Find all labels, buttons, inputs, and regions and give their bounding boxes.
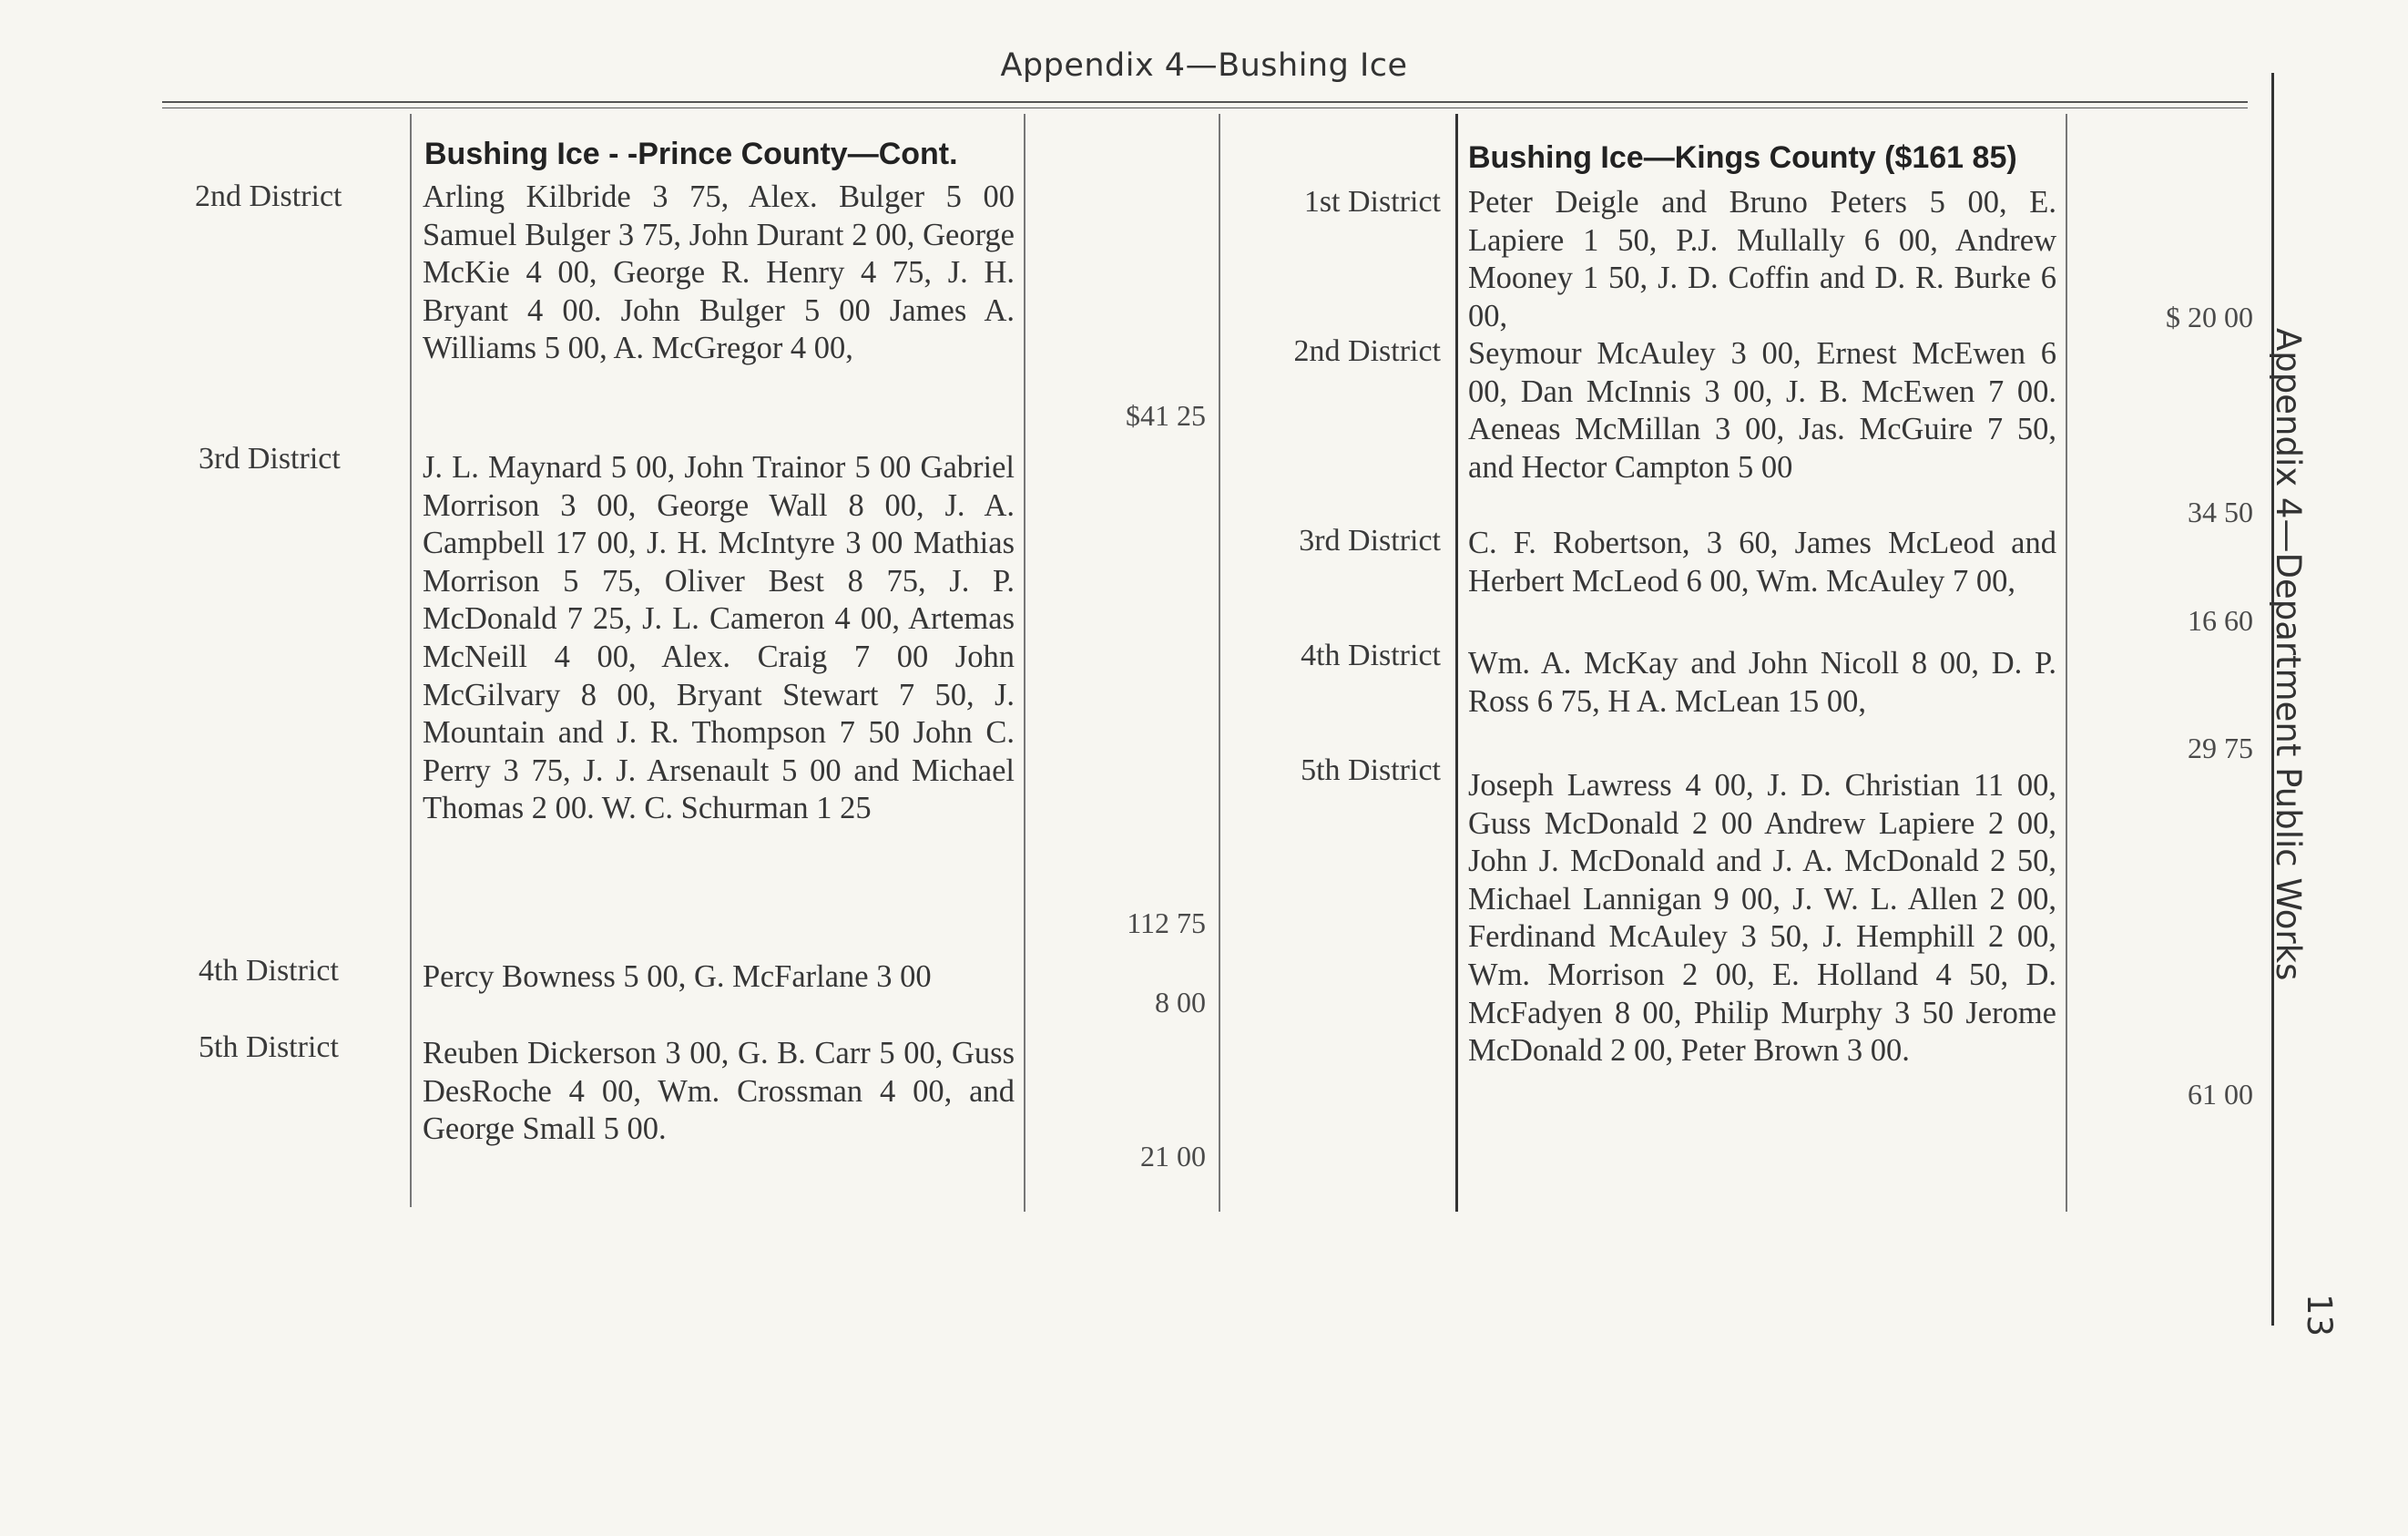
left-district-5th: 5th District (199, 1030, 339, 1064)
left-district-3rd: 3rd District (199, 442, 341, 476)
right-entry-5th-amount: 61 00 (2188, 1078, 2253, 1111)
right-district-4th: 4th District (1301, 639, 1441, 672)
running-head: Appendix 4—Bushing Ice (1000, 47, 1408, 84)
left-entry-4th-text: Percy Bowness 5 00, G. McFarlane 3 00 (423, 959, 932, 994)
right-district-1st: 1st District (1303, 185, 1441, 219)
right-district-3rd: 3rd District (1299, 524, 1441, 558)
right-entry-5th-text: Joseph Lawress 4 00, J. D. Christian 11 00, Guss McDonald 2 00 Andrew Lapiere 2 00, John J. McDonald and J. A. McDonald 2 50, Michael Lannigan 9 00, J. W. L. Allen 2 00, Ferdinand McAuley 3 50, J. Hemphill 2 00, Wm. Morrison 2 00, E. Holland 4 50, D. McFadyen 8 00, Philip Murphy 3 50 Jerome McDonald 2 00, Peter Brown 3 00. (1468, 768, 2056, 1069)
left-district-2nd: 2nd District (195, 179, 342, 213)
right-entry-3rd-amount: 16 60 (2188, 604, 2253, 637)
left-entry-5th-text: Reuben Dickerson 3 00, G. B. Carr 5 00, Guss DesRoche 4 00, Wm. Crossman 4 00, and George Small 5 00. (423, 1036, 1015, 1147)
left-entry-3rd-amount: 112 75 (1127, 906, 1206, 939)
right-entry-4th-text: Wm. A. McKay and John Nicoll 8 00, D. P. Ross 6 75, H A. McLean 15 00, (1468, 646, 2056, 719)
right-district-2nd: 2nd District (1293, 334, 1441, 368)
right-section-title: Bushing Ice—Kings County ($161 85) (1468, 140, 2017, 175)
left-entry-2nd-amount: $41 25 (1126, 399, 1206, 432)
page-number: 13 (2300, 1294, 2339, 1337)
right-district-5th: 5th District (1301, 753, 1441, 787)
column-line-left-text (410, 114, 412, 1207)
header-rule-top (162, 101, 2248, 103)
right-entry-2nd-amount: 34 50 (2188, 496, 2253, 528)
left-entry-2nd-text: Arling Kilbride 3 75, Alex. Bulger 5 00 Samuel Bulger 3 75, John Durant 2 00, George McKie 4 00, George R. Henry 4 75, J. H. Bryant 4 00. John Bulger 5 00 James A. Williams 5 00, A. McGregor 4 00, (423, 179, 1015, 366)
right-entry-3rd-text: C. F. Robertson, 3 60, James McLeod and Herbert McLeod 6 00, Wm. McAuley 7 00, (1468, 526, 2056, 599)
column-line-left-amount (1024, 114, 1025, 1212)
right-entry-4th-amount: 29 75 (2188, 732, 2253, 764)
right-entry-1st-amount: $ 20 00 (2166, 301, 2253, 333)
right-entry-2nd-text: Seymour McAuley 3 00, Ernest McEwen 6 00, Dan McInnis 3 00, J. B. McEwen 7 00. Aeneas McMillan 3 00, Jas. McGuire 7 50, and Hector Campton 5 00 (1468, 336, 2056, 485)
left-entry-3rd-text: J. L. Maynard 5 00, John Trainor 5 00 Gabriel Morrison 3 00, George Wall 8 00, J. A. Campbell 17 00, J. H. McIntyre 3 00 Mathias Morrison 5 75, Oliver Best 8 75, J. P. McDonald 7 25, J. L. Cameron 4 00, Artemas McNeill 4 00, Alex. Craig 7 00 John McGilvary 8 00, Bryant Stewart 7 50, J. Mountain and J. R. Thompson 7 50 John C. Perry 3 75, J. J. Arsenault 5 00 and Michael Thomas 2 00. W. C. Schurman 1 25 (423, 450, 1015, 826)
right-entry-1st-text: Peter Deigle and Bruno Peters 5 00, E. Lapiere 1 50, P.J. Mullally 6 00, Andrew Mooney 1 50, J. D. Coffin and D. R. Burke 6 00, (1468, 185, 2056, 333)
side-title: Appendix 4—Department Public Works (2269, 328, 2308, 981)
left-section-title: Bushing Ice - -Prince County—Cont. (424, 137, 958, 171)
column-line-right-text (1455, 114, 1458, 1212)
column-line-right-amount (2066, 114, 2067, 1212)
left-entry-5th-amount: 21 00 (1140, 1140, 1206, 1172)
left-district-4th: 4th District (199, 954, 339, 988)
left-entry-4th-amount: 8 00 (1155, 986, 1206, 1019)
